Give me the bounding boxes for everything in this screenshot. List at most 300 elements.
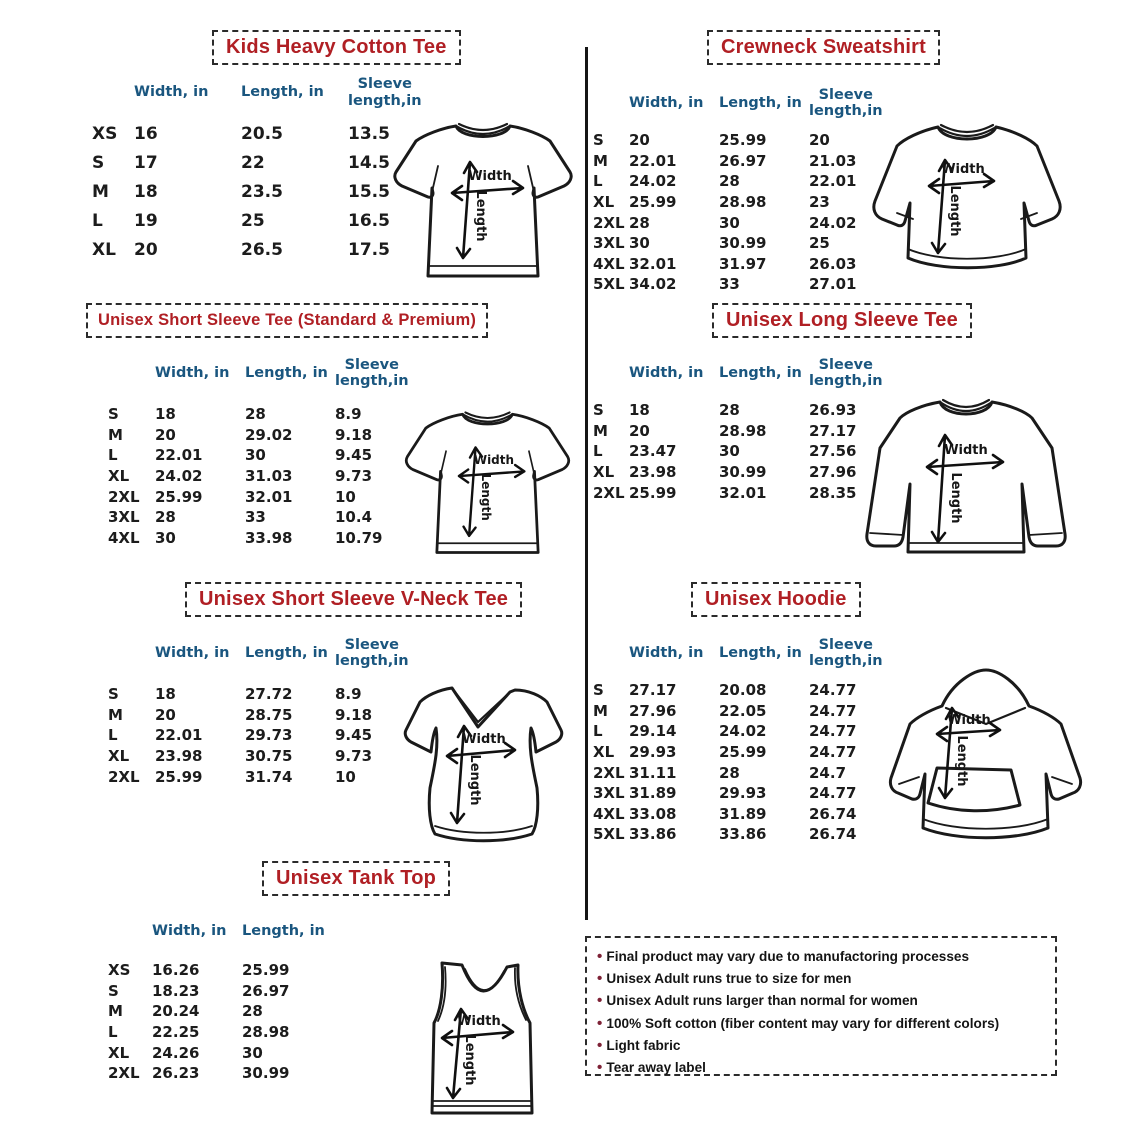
measurement-value: 28.75 bbox=[245, 705, 293, 724]
column-header-lines: Sleeve length,in bbox=[809, 356, 883, 389]
measurement-value: 31.11 bbox=[629, 763, 677, 782]
measurement-value: 26.03 bbox=[809, 254, 857, 273]
measurement-value: 29.73 bbox=[245, 726, 293, 745]
measurement-value: 10 bbox=[335, 487, 356, 506]
standard-tee-illustration bbox=[400, 398, 575, 566]
size-label: L bbox=[108, 1023, 118, 1042]
measurement-value: 23.47 bbox=[629, 442, 677, 461]
measurement-value: 28 bbox=[719, 763, 740, 782]
table-row bbox=[593, 824, 899, 845]
size-table-hoodie bbox=[593, 630, 899, 845]
measurement-value: 20.5 bbox=[241, 123, 283, 144]
column-header bbox=[629, 95, 719, 111]
table-row bbox=[593, 783, 899, 804]
table-row bbox=[108, 507, 425, 528]
measurement-value: 26.97 bbox=[719, 151, 767, 170]
measurement-value: 16.26 bbox=[152, 961, 200, 980]
measurement-value: 29.02 bbox=[245, 425, 293, 444]
table-row bbox=[593, 233, 899, 254]
size-label: XL bbox=[593, 743, 615, 762]
measurement-value: 24.77 bbox=[809, 784, 857, 803]
section-title-tank-top: Unisex Tank Top bbox=[262, 861, 450, 896]
size-label: 2XL bbox=[108, 487, 140, 506]
measurement-value: 26.74 bbox=[809, 804, 857, 823]
measurement-value: 10.79 bbox=[335, 528, 383, 547]
size-label: L bbox=[108, 446, 118, 465]
size-table-crewneck bbox=[593, 80, 899, 295]
size-label: 2XL bbox=[593, 483, 625, 502]
measurement-value: 31.89 bbox=[629, 784, 677, 803]
size-label: L bbox=[593, 442, 603, 461]
size-label: 2XL bbox=[108, 1064, 140, 1083]
measurement-value: 22.05 bbox=[719, 701, 767, 720]
measurement-value: 24.77 bbox=[809, 701, 857, 720]
measurement-value: 28.98 bbox=[719, 193, 767, 212]
size-label: 2XL bbox=[593, 763, 625, 782]
size-label: XL bbox=[593, 193, 615, 212]
measurement-value: 25.99 bbox=[629, 483, 677, 502]
column-header bbox=[348, 76, 455, 108]
column-header bbox=[629, 365, 719, 381]
size-table-long-sleeve bbox=[593, 350, 899, 503]
table-row bbox=[108, 445, 425, 466]
measurement-value: 20 bbox=[134, 239, 158, 260]
size-label: S bbox=[593, 401, 604, 420]
size-label: S bbox=[108, 405, 119, 424]
measurement-value: 18.23 bbox=[152, 981, 200, 1000]
size-label: XS bbox=[92, 123, 118, 144]
table-row bbox=[593, 192, 899, 213]
size-label: 3XL bbox=[593, 784, 625, 803]
measurement-value: 26.74 bbox=[809, 825, 857, 844]
measurement-value: 28 bbox=[155, 508, 176, 527]
note-line: • Unisex Adult runs true to size for men bbox=[597, 968, 1045, 990]
table-row bbox=[593, 400, 899, 421]
garment-outline bbox=[405, 688, 562, 841]
table-row bbox=[108, 1022, 332, 1043]
table-header-row bbox=[108, 908, 332, 954]
measurement-value: 30 bbox=[629, 234, 650, 253]
size-label: 3XL bbox=[593, 234, 625, 253]
size-table-tank-top bbox=[108, 908, 332, 1084]
size-label: L bbox=[92, 210, 103, 231]
size-label: XS bbox=[108, 961, 131, 980]
measurement-value: 30.75 bbox=[245, 747, 293, 766]
column-divider bbox=[585, 47, 588, 920]
section-title-vneck: Unisex Short Sleeve V-Neck Tee bbox=[185, 582, 522, 617]
table-row bbox=[108, 404, 425, 425]
measurement-value: 23.98 bbox=[155, 747, 203, 766]
column-header bbox=[134, 84, 241, 100]
measurement-value: 20 bbox=[809, 131, 830, 150]
measurement-value: 21.03 bbox=[809, 151, 857, 170]
table-row bbox=[108, 1042, 332, 1063]
size-label: M bbox=[593, 421, 608, 440]
note-line: • 100% Soft cotton (fiber content may vary for different colors) bbox=[597, 1013, 1045, 1035]
product-notes-box bbox=[585, 936, 1057, 1076]
measurement-value: 16.5 bbox=[348, 210, 390, 231]
measurement-value: 22 bbox=[241, 152, 265, 173]
measurement-value: 27.96 bbox=[809, 463, 857, 482]
size-label: M bbox=[108, 705, 123, 724]
measurement-value: 24.7 bbox=[809, 763, 847, 782]
measurement-value: 30 bbox=[719, 213, 740, 232]
measurement-value: 24.77 bbox=[809, 722, 857, 741]
table-row bbox=[108, 466, 425, 487]
measurement-value: 26.93 bbox=[809, 401, 857, 420]
size-label: S bbox=[593, 131, 604, 150]
measurement-value: 25 bbox=[809, 234, 830, 253]
measurement-value: 24.02 bbox=[809, 213, 857, 232]
garment-outline bbox=[874, 127, 1060, 268]
table-row bbox=[108, 1001, 332, 1022]
measurement-value: 23 bbox=[809, 193, 830, 212]
column-header-lines: Width, in bbox=[629, 644, 704, 661]
column-header-lines: Width, in bbox=[629, 94, 704, 111]
measurement-value: 9.45 bbox=[335, 726, 373, 745]
measurement-value: 28 bbox=[719, 172, 740, 191]
measurement-value: 32.01 bbox=[719, 483, 767, 502]
measurement-value: 9.18 bbox=[335, 425, 373, 444]
table-row bbox=[593, 762, 899, 783]
length-arrow-label: Length bbox=[948, 472, 963, 524]
hoodie-illustration bbox=[878, 662, 1093, 857]
measurement-value: 31.03 bbox=[245, 467, 293, 486]
section-title-long-sleeve: Unisex Long Sleeve Tee bbox=[712, 303, 972, 338]
table-row bbox=[593, 680, 899, 701]
size-label: M bbox=[593, 151, 608, 170]
length-arrow-label: Length bbox=[462, 1034, 477, 1086]
measurement-value: 29.14 bbox=[629, 722, 677, 741]
table-row bbox=[593, 274, 899, 295]
column-header-lines: Sleeve length,in bbox=[809, 86, 883, 119]
measurement-value: 25.99 bbox=[155, 767, 203, 786]
size-label: M bbox=[92, 181, 109, 202]
measurement-value: 25.99 bbox=[719, 131, 767, 150]
size-label: XL bbox=[108, 747, 130, 766]
vneck-tee-illustration bbox=[398, 668, 573, 843]
measurement-value: 33 bbox=[719, 275, 740, 294]
measurement-value: 20 bbox=[155, 425, 176, 444]
table-row bbox=[593, 212, 899, 233]
measurement-value: 25 bbox=[241, 210, 265, 231]
size-label: 2XL bbox=[108, 767, 140, 786]
measurement-value: 16 bbox=[134, 123, 158, 144]
measurement-value: 29.93 bbox=[629, 743, 677, 762]
width-arrow-label: Width bbox=[941, 162, 985, 177]
size-table-standard-tee bbox=[108, 350, 425, 548]
table-header-row bbox=[108, 630, 425, 676]
measurement-value: 8.9 bbox=[335, 685, 362, 704]
size-label: S bbox=[593, 681, 604, 700]
measurement-value: 8.9 bbox=[335, 405, 362, 424]
table-row bbox=[593, 721, 899, 742]
width-arrow-label: Width bbox=[947, 713, 991, 728]
size-label: 4XL bbox=[108, 528, 140, 547]
table-row bbox=[593, 130, 899, 151]
column-header bbox=[245, 645, 335, 661]
measurement-value: 24.77 bbox=[809, 743, 857, 762]
size-table-vneck bbox=[108, 630, 425, 787]
table-row bbox=[108, 960, 332, 981]
measurement-value: 30 bbox=[245, 446, 266, 465]
measurement-value: 24.02 bbox=[629, 172, 677, 191]
section-title-standard-tee: Unisex Short Sleeve Tee (Standard & Premium) bbox=[86, 303, 488, 338]
table-row bbox=[108, 486, 425, 507]
width-arrow-label: Width bbox=[468, 169, 512, 184]
width-arrow-label: Width bbox=[473, 453, 515, 468]
size-label: XL bbox=[593, 463, 615, 482]
measurement-value: 27.56 bbox=[809, 442, 857, 461]
column-header bbox=[719, 645, 809, 661]
size-label: L bbox=[593, 172, 603, 191]
table-header-row bbox=[593, 630, 899, 676]
table-row bbox=[108, 981, 332, 1002]
table-header-row bbox=[92, 78, 455, 107]
measurement-value: 33.08 bbox=[629, 804, 677, 823]
measurement-value: 20.24 bbox=[152, 1002, 200, 1021]
section-title-kids-tee: Kids Heavy Cotton Tee bbox=[212, 30, 461, 65]
length-arrow-label: Length bbox=[954, 735, 969, 787]
size-label: 2XL bbox=[593, 213, 625, 232]
size-label: S bbox=[108, 981, 119, 1000]
column-header bbox=[241, 84, 348, 100]
measurement-value: 28.35 bbox=[809, 483, 857, 502]
measurement-value: 9.73 bbox=[335, 467, 373, 486]
length-arrow-label: Length bbox=[947, 185, 962, 237]
measurement-value: 24.02 bbox=[155, 467, 203, 486]
size-label: 4XL bbox=[593, 804, 625, 823]
measurement-value: 18 bbox=[629, 401, 650, 420]
table-row bbox=[108, 684, 425, 705]
measurement-value: 14.5 bbox=[348, 152, 390, 173]
table-row bbox=[108, 766, 425, 787]
measurement-value: 9.45 bbox=[335, 446, 373, 465]
measurement-value: 31.97 bbox=[719, 254, 767, 273]
measurement-value: 9.18 bbox=[335, 705, 373, 724]
table-row bbox=[593, 254, 899, 275]
size-label: M bbox=[593, 701, 608, 720]
measurement-value: 30.99 bbox=[719, 234, 767, 253]
measurement-value: 26.5 bbox=[241, 239, 283, 260]
measurement-value: 24.02 bbox=[719, 722, 767, 741]
measurement-value: 15.5 bbox=[348, 181, 390, 202]
table-row bbox=[593, 421, 899, 442]
column-header-lines: Width, in bbox=[134, 84, 209, 101]
long-sleeve-illustration bbox=[858, 392, 1073, 567]
measurement-value: 32.01 bbox=[629, 254, 677, 273]
measurement-value: 17 bbox=[134, 152, 158, 173]
column-header bbox=[335, 357, 425, 389]
measurement-value: 28 bbox=[245, 405, 266, 424]
size-label: M bbox=[108, 1002, 123, 1021]
measurement-value: 20 bbox=[155, 705, 176, 724]
measurement-value: 25.99 bbox=[242, 961, 290, 980]
table-row bbox=[593, 151, 899, 172]
measurement-value: 26.23 bbox=[152, 1064, 200, 1083]
tank-top-illustration bbox=[420, 948, 575, 1133]
measurement-value: 22.25 bbox=[152, 1023, 200, 1042]
measurement-value: 22.01 bbox=[629, 151, 677, 170]
measurement-value: 28.98 bbox=[719, 421, 767, 440]
measurement-value: 30 bbox=[242, 1043, 263, 1062]
size-label: S bbox=[108, 685, 119, 704]
column-header bbox=[152, 923, 242, 939]
measurement-value: 18 bbox=[155, 685, 176, 704]
column-header bbox=[809, 357, 899, 389]
measurement-value: 20 bbox=[629, 421, 650, 440]
column-header-lines: Width, in bbox=[155, 364, 230, 381]
measurement-value: 19 bbox=[134, 210, 158, 231]
column-header bbox=[245, 365, 335, 381]
measurement-value: 25.99 bbox=[155, 487, 203, 506]
column-header-lines: Width, in bbox=[629, 364, 704, 381]
measurement-value: 22.01 bbox=[155, 726, 203, 745]
garment-outline bbox=[867, 402, 1065, 552]
column-header bbox=[155, 645, 245, 661]
column-header-lines: Length, in bbox=[241, 84, 324, 101]
measurement-value: 28 bbox=[242, 1002, 263, 1021]
column-header-lines: Sleeve length,in bbox=[335, 636, 409, 669]
measurement-value: 28 bbox=[629, 213, 650, 232]
note-line: • Unisex Adult runs larger than normal for women bbox=[597, 990, 1045, 1012]
table-header-row bbox=[593, 350, 899, 396]
measurement-value: 28 bbox=[719, 401, 740, 420]
length-arrow-label: Length bbox=[467, 754, 482, 806]
size-label: XL bbox=[92, 239, 116, 260]
table-row bbox=[593, 804, 899, 825]
column-header-lines: Sleeve length,in bbox=[809, 636, 883, 669]
measurement-value: 20.08 bbox=[719, 681, 767, 700]
measurement-value: 18 bbox=[134, 181, 158, 202]
measurement-value: 26.97 bbox=[242, 981, 290, 1000]
size-label: 3XL bbox=[108, 508, 140, 527]
measurement-value: 25.99 bbox=[719, 743, 767, 762]
measurement-value: 33.98 bbox=[245, 528, 293, 547]
column-header-lines: Length, in bbox=[242, 922, 325, 939]
note-line: • Tear away label bbox=[597, 1057, 1045, 1079]
measurement-value: 22.01 bbox=[155, 446, 203, 465]
width-arrow-label: Width bbox=[462, 732, 506, 747]
column-header-lines: Width, in bbox=[152, 922, 227, 939]
section-title-hoodie: Unisex Hoodie bbox=[691, 582, 861, 617]
crewneck-illustration bbox=[862, 115, 1072, 290]
table-row bbox=[108, 725, 425, 746]
measurement-value: 29.93 bbox=[719, 784, 767, 803]
table-row bbox=[593, 482, 899, 503]
measurement-value: 10 bbox=[335, 767, 356, 786]
size-label: S bbox=[92, 152, 105, 173]
measurement-value: 22.01 bbox=[809, 172, 857, 191]
column-header-lines: Length, in bbox=[245, 364, 328, 381]
width-arrow-label: Width bbox=[457, 1014, 501, 1029]
note-line: • Light fabric bbox=[597, 1035, 1045, 1057]
column-header-lines: Width, in bbox=[155, 644, 230, 661]
measurement-value: 27.96 bbox=[629, 701, 677, 720]
measurement-value: 17.5 bbox=[348, 239, 390, 260]
measurement-value: 27.17 bbox=[809, 421, 857, 440]
size-label: 5XL bbox=[593, 825, 625, 844]
size-label: XL bbox=[108, 1043, 130, 1062]
kangaroo-pocket bbox=[928, 768, 1020, 811]
size-label: L bbox=[593, 722, 603, 741]
measurement-value: 27.01 bbox=[809, 275, 857, 294]
table-row bbox=[593, 742, 899, 763]
measurement-value: 20 bbox=[629, 131, 650, 150]
size-label: XL bbox=[108, 467, 130, 486]
size-label: 5XL bbox=[593, 275, 625, 294]
measurement-value: 33 bbox=[245, 508, 266, 527]
measurement-value: 24.26 bbox=[152, 1043, 200, 1062]
table-row bbox=[593, 462, 899, 483]
width-arrow-label: Width bbox=[944, 443, 988, 458]
table-row bbox=[593, 701, 899, 722]
column-header bbox=[719, 95, 809, 111]
size-label: 4XL bbox=[593, 254, 625, 273]
table-row bbox=[108, 528, 425, 549]
table-row bbox=[593, 441, 899, 462]
measurement-value: 32.01 bbox=[245, 487, 293, 506]
measurement-value: 9.73 bbox=[335, 747, 373, 766]
measurement-value: 30.99 bbox=[242, 1064, 290, 1083]
measurement-value: 24.77 bbox=[809, 681, 857, 700]
section-title-crewneck: Crewneck Sweatshirt bbox=[707, 30, 940, 65]
table-header-row bbox=[108, 350, 425, 396]
table-header-row bbox=[593, 80, 899, 126]
kids-tee-illustration bbox=[388, 112, 578, 287]
measurement-value: 30 bbox=[719, 442, 740, 461]
table-row bbox=[108, 425, 425, 446]
measurement-value: 30.99 bbox=[719, 463, 767, 482]
measurement-value: 28.98 bbox=[242, 1023, 290, 1042]
measurement-value: 10.4 bbox=[335, 508, 373, 527]
measurement-value: 31.89 bbox=[719, 804, 767, 823]
measurement-value: 33.86 bbox=[629, 825, 677, 844]
measurement-value: 13.5 bbox=[348, 123, 390, 144]
measurement-value: 31.74 bbox=[245, 767, 293, 786]
column-header-lines: Length, in bbox=[719, 644, 802, 661]
table-row bbox=[108, 1063, 332, 1084]
measurement-value: 34.02 bbox=[629, 275, 677, 294]
size-label: L bbox=[108, 726, 118, 745]
measurement-value: 27.17 bbox=[629, 681, 677, 700]
column-header bbox=[242, 923, 332, 939]
column-header-lines: Length, in bbox=[719, 94, 802, 111]
measurement-value: 23.98 bbox=[629, 463, 677, 482]
length-arrow-label: Length bbox=[473, 190, 488, 242]
table-row bbox=[593, 171, 899, 192]
column-header-lines: Sleeve length,in bbox=[335, 356, 409, 389]
measurement-value: 25.99 bbox=[629, 193, 677, 212]
column-header bbox=[719, 365, 809, 381]
column-header bbox=[155, 365, 245, 381]
measurement-value: 33.86 bbox=[719, 825, 767, 844]
column-header bbox=[629, 645, 719, 661]
measurement-value: 30 bbox=[155, 528, 176, 547]
column-header-lines: Sleeve length,in bbox=[348, 76, 422, 109]
column-header-lines: Length, in bbox=[245, 644, 328, 661]
length-arrow-label: Length bbox=[478, 473, 493, 521]
table-row bbox=[108, 746, 425, 767]
column-header-lines: Length, in bbox=[719, 364, 802, 381]
column-header bbox=[335, 637, 425, 669]
note-line: • Final product may vary due to manufactoring processes bbox=[597, 946, 1045, 968]
measurement-value: 18 bbox=[155, 405, 176, 424]
size-label: M bbox=[108, 425, 123, 444]
table-row bbox=[108, 705, 425, 726]
measurement-value: 27.72 bbox=[245, 685, 293, 704]
garment-outline bbox=[890, 670, 1080, 838]
